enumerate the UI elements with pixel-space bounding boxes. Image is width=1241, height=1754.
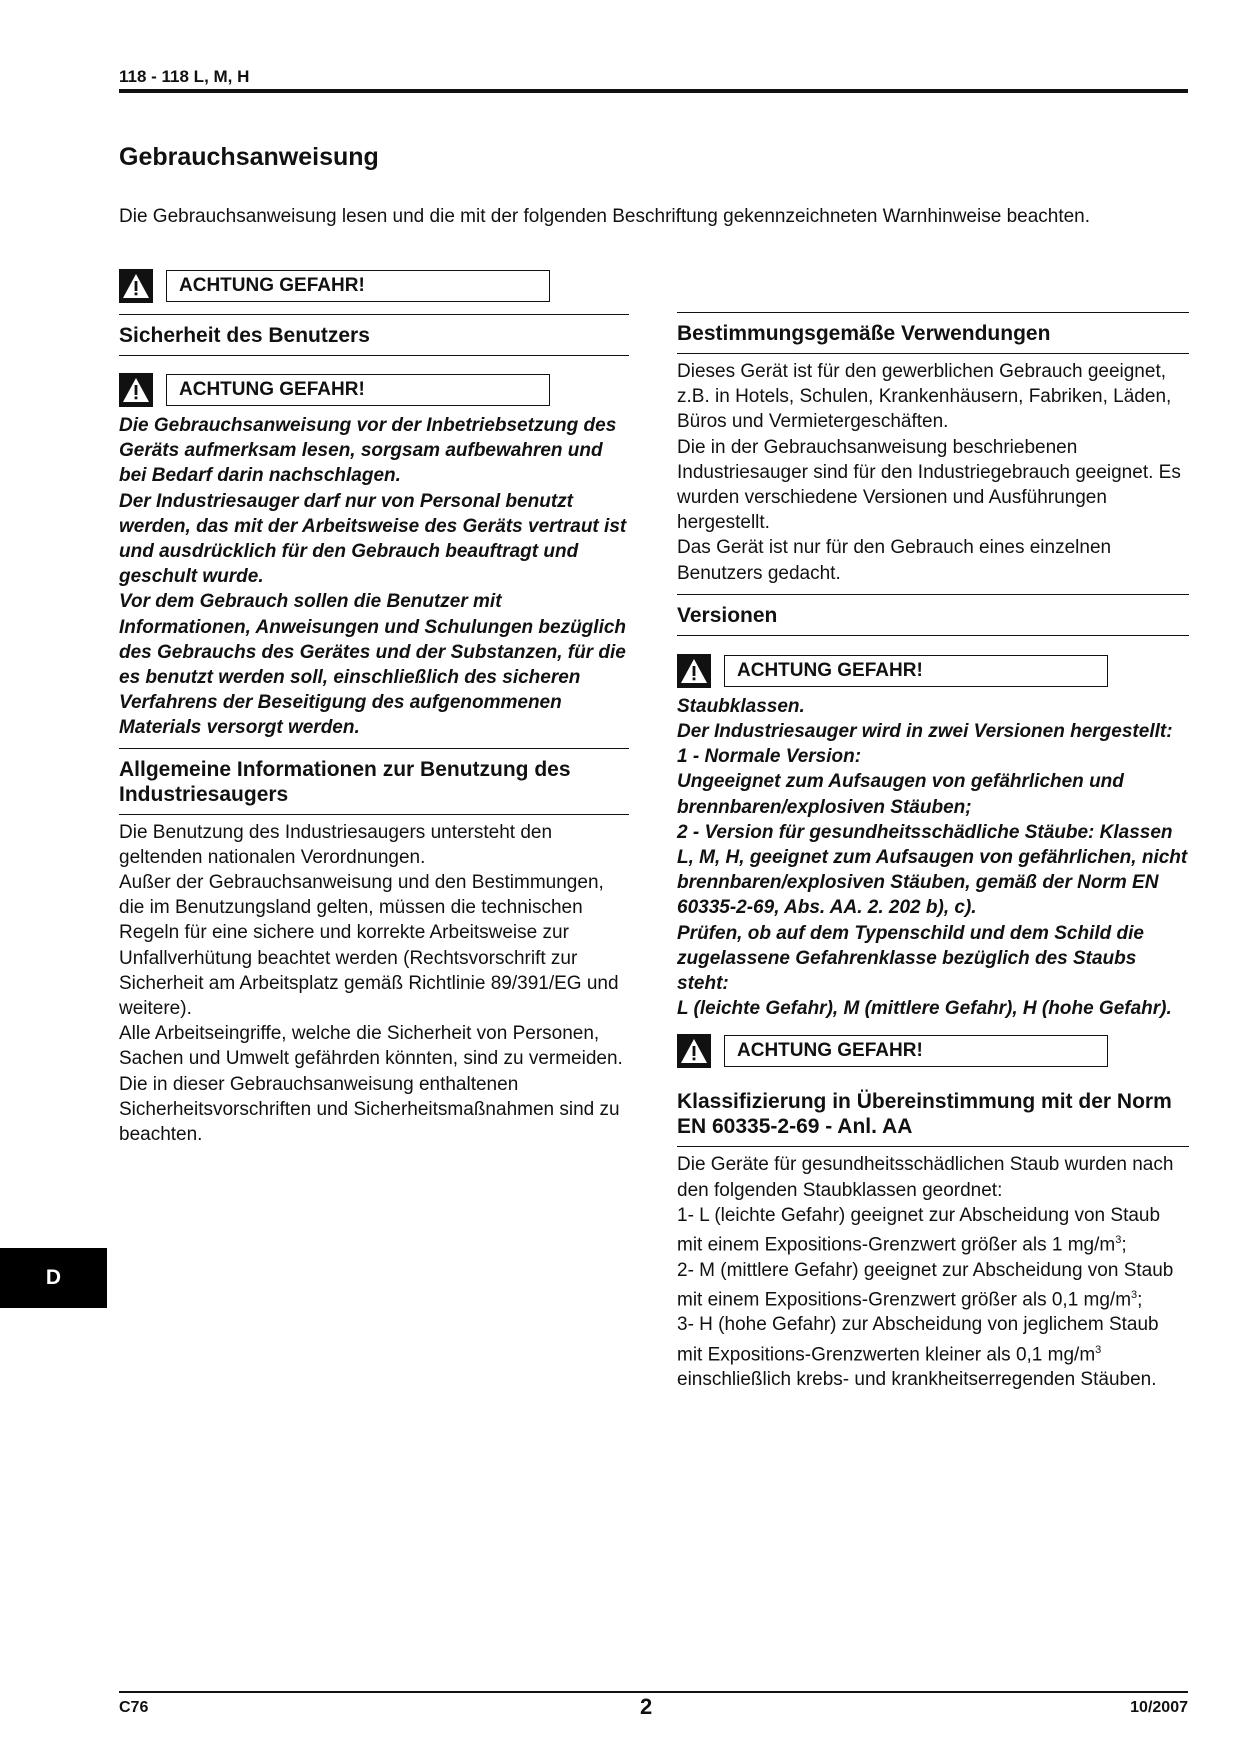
right-column [677, 312, 1189, 1392]
versions-paragraph: 1 - Normale Version: [677, 746, 862, 768]
section-heading-use: Bestimmungsgemäße Verwendungen [677, 312, 1189, 354]
use-paragraph: Das Gerät ist nur für den Gebrauch eines einzelnen Benutzers gedacht. [677, 537, 1112, 584]
warning-label: ACHTUNG GEFAHR! [166, 374, 550, 406]
warning-label: ACHTUNG GEFAHR! [724, 1035, 1108, 1067]
language-tab: D [0, 1248, 107, 1308]
warning-triangle-icon [119, 269, 153, 303]
header-rule [119, 89, 1188, 93]
general-paragraph: Die Benutzung des Industriesaugers untersteht den geltenden nationalen Verordnungen. [119, 821, 553, 868]
warning-triangle-icon [677, 1034, 711, 1068]
section-heading-versions: Versionen [677, 594, 1189, 636]
warning-notice [119, 268, 559, 304]
header-model: 118 - 118 L, M, H [119, 67, 250, 86]
safety-paragraph: Der Industriesauger darf nur von Personal benutzt werden, das mit der Arbeitsweise des Geräts vertraut ist und ausdrücklich für den Gebrauch beauftragt und geschult wurde. [119, 490, 627, 588]
versions-paragraph: Ungeeignet zum Aufsaugen von gefährlichen und brennbaren/explosiven Stäuben; [677, 771, 1124, 818]
warning-label: ACHTUNG GEFAHR! [166, 270, 550, 302]
section-heading-general: Allgemeine Informationen zur Benutzung des Industriesaugers [119, 748, 629, 815]
class-l-item: 1- L (leichte Gefahr) geeignet zur Abscheidung von Staub mit einem Expositions-Grenzwert größer als 1 $mg/m^3$; [677, 1204, 1161, 1256]
general-paragraph: Alle Arbeitseingriffe, welche die Sicherheit von Personen, Sachen und Umwelt gefährden könnten, sind zu vermeiden. [119, 1023, 623, 1070]
intro-text: Die Gebrauchsanweisung lesen und die mit der folgenden Beschriftung gekennzeichneten Warnhinweise beachten. [119, 206, 1091, 227]
class-m-item: 2- M (mittlere Gefahr) geeignet zur Abscheidung von Staub mit einem Expositions-Grenzwert größer als 0,1 $mg/m^3$; [677, 1259, 1174, 1311]
footer-date: 10/2007 [1130, 1699, 1188, 1716]
section-heading-safety: Sicherheit des Benutzers [119, 314, 629, 356]
warning-label: ACHTUNG GEFAHR! [724, 655, 1108, 687]
section-heading-classification: Klassifizierung in Übereinstimmung mit der Norm EN 60335-2-69 - Anl. AA [677, 1089, 1189, 1147]
versions-paragraph: Staubklassen. [677, 695, 805, 717]
warning-notice [677, 653, 1189, 689]
footer-rule [119, 1691, 1188, 1693]
page-title: Gebrauchsanweisung [119, 143, 379, 171]
left-column [119, 268, 629, 1147]
footer-code: C76 [119, 1699, 149, 1716]
versions-paragraph: 2 - Version für gesundheitsschädliche Stäube: Klassen L, M, H, geeignet zum Aufsaugen von gefährlichen, nicht brennbaren/explosiven Stäuben, gemäß der Norm EN 60335-2-69, Abs. AA. 2. 202 b), c). [677, 821, 1188, 919]
use-paragraph: Die in der Gebrauchsanweisung beschriebenen Industriesauger sind für den Industriegebrauch geeignet. Es wurden verschiedene Versionen und Ausführungen hergestellt. [677, 436, 1181, 534]
page-number: 2 [640, 1694, 653, 1719]
safety-paragraph: Die Gebrauchsanweisung vor der Inbetriebsetzung des Geräts aufmerksam lesen, sorgsam aufbewahren und bei Bedarf darin nachschlagen. [119, 415, 617, 487]
warning-notice [677, 1033, 1189, 1069]
general-paragraph: Die in dieser Gebrauchsanweisung enthaltenen Sicherheitsvorschriften und Sicherheitsmaßnahmen sind zu beachten. [119, 1073, 620, 1146]
classification-intro: Die Geräte für gesundheitsschädlichen Staub wurden nach den folgenden Staubklassen geordnet: [677, 1154, 1174, 1201]
warning-triangle-icon [677, 654, 711, 688]
safety-paragraph: Vor dem Gebrauch sollen die Benutzer mit Informationen, Anweisungen und Schulungen bezüglich des Gebrauchs des Gerätes und der Substanzen, für die es benutzt werden soll, einschließlich des sicheren Verfahrens der Beseitigung des aufgenommenen Materials versorgt werden. [119, 591, 627, 739]
warning-notice [119, 372, 629, 408]
versions-paragraph: Prüfen, ob auf dem Typenschild und dem Schild die zugelassene Gefahrenklasse bezüglich des Staubs steht: [677, 922, 1144, 995]
class-h-item: 3- H (hohe Gefahr) zur Abscheidung von jeglichem Staub mit Expositions-Grenzwerten kleiner als 0,1 $mg/m^3$ einschließlich krebs- und krankheitserregenden Stäuben. [677, 1314, 1159, 1391]
versions-paragraph: Der Industriesauger wird in zwei Versionen hergestellt: [677, 721, 1173, 743]
versions-paragraph: L (leichte Gefahr), M (mittlere Gefahr), H (hohe Gefahr). [677, 998, 1172, 1020]
general-paragraph: Außer der Gebrauchsanweisung und den Bestimmungen, die im Benutzungsland gelten, müssen die technischen Regeln für eine sichere und korrekte Arbeitsweise zur Unfallverhütung beachtet werden (Rechtsvorschrift zur Sicherheit am Arbeitsplatz gemäß Richtlinie 89/391/EG und weitere). [119, 872, 619, 1020]
use-paragraph: Dieses Gerät ist für den gewerblichen Gebrauch geeignet, z.B. in Hotels, Schulen, Krankenhäusern, Fabriken, Läden, Büros und Vermietergeschäften. [677, 361, 1172, 433]
warning-triangle-icon [119, 373, 153, 407]
